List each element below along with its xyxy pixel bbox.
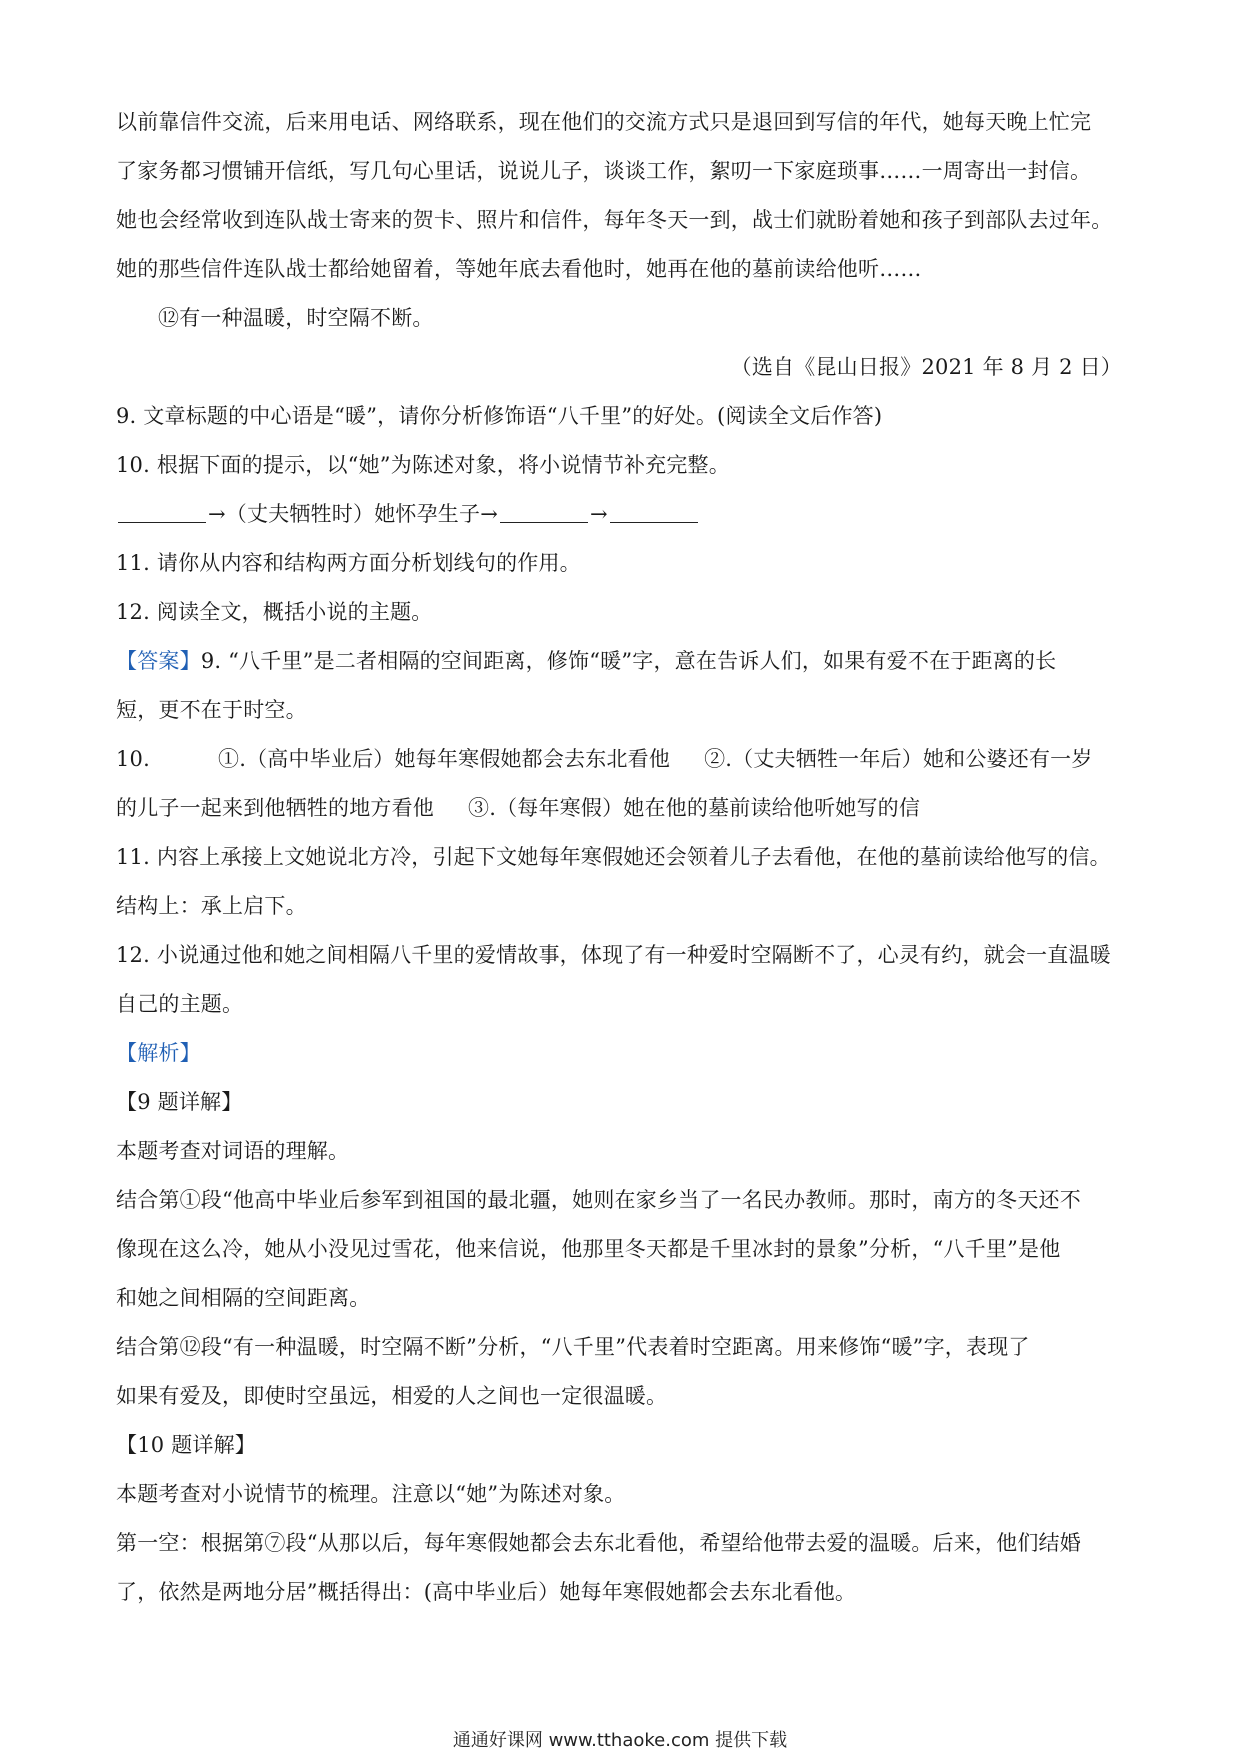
answer-11-line: 11. 内容上承接上文她说北方冷，引起下文她每年寒假她还会领着儿子去看他，在他的墓前读给他写的信。 [116,845,1111,869]
document-page [116,98,1128,1617]
passage-para-12: ⑫有一种温暖，时空隔不断。 [158,306,434,330]
analysis-text: 了，依然是两地分居”概括得出：(高中毕业后）她每年寒假她都会去东北看他。 [116,1580,857,1604]
answer-9-line2: 短，更不在于时空。 [116,698,307,722]
passage-line: 以前靠信件交流，后来用电话、网络联系，现在他们的交流方式只是退回到写信的年代，她每天晚上忙完 [116,110,1092,134]
analysis-heading-10: 【10 题详解】 [116,1433,256,1457]
analysis-text: 本题考查对小说情节的梳理。注意以“她”为陈述对象。 [116,1482,626,1506]
answer-10-part4: ③.（每年寒假）她在他的墓前读给他听她写的信 [468,796,921,820]
question-11: 11. 请你从内容和结构两方面分析划线句的作用。 [116,551,581,575]
answer-12-line: 12. 小说通过他和她之间相隔八千里的爱情故事，体现了有一种爱时空隔断不了，心灵有约，就会一直温暖 [116,943,1111,967]
analysis-text: 结合第①段“他高中毕业后参军到祖国的最北疆，她则在家乡当了一名民办教师。那时，南方的冬天还不 [116,1188,1081,1212]
answer-blank-3[interactable] [610,502,698,523]
answer-10-part3: 的儿子一起来到他牺牲的地方看他 [116,796,434,820]
answer-9-text: 9. “八千里”是二者相隔的空间距离，修饰“暖”字，意在告诉人们，如果有爱不在于距离的长 [200,649,1057,673]
chain-text-b: → [590,502,608,526]
passage-line: 了家务都习惯铺开信纸，写几句心里话，说说儿子，谈谈工作，絮叨一下家庭琐事……一周寄出一封信。 [116,159,1092,183]
answer-10-line2 [116,784,1128,833]
answer-10-part1: ①.（高中毕业后）她每年寒假她都会去东北看他 [218,747,671,771]
answer-10-part2: ②.（丈夫牺牲一年后）她和公婆还有一岁 [704,747,1093,771]
analysis-text: 如果有爱及，即使时空虽远，相爱的人之间也一定很温暖。 [116,1384,668,1408]
passage-line: 她也会经常收到连队战士寄来的贺卡、照片和信件，每年冬天一到，战士们就盼着她和孩子到部队去过年。 [116,208,1113,232]
analysis-heading-9: 【9 题详解】 [116,1090,243,1114]
analysis-text: 和她之间相隔的空间距离。 [116,1286,371,1310]
question-12: 12. 阅读全文，概括小说的主题。 [116,600,433,624]
answer-9-line [116,637,1128,686]
analysis-tag: 【解析】 [116,1041,201,1065]
answer-blank-1[interactable] [118,502,206,523]
answer-10-line [116,735,1128,784]
answer-12-line2: 自己的主题。 [116,992,244,1016]
answer-blank-2[interactable] [500,502,588,523]
question-10: 10. 根据下面的提示，以“她”为陈述对象，将小说情节补充完整。 [116,453,730,477]
answer-11-line2: 结构上：承上启下。 [116,894,307,918]
analysis-text: 第一空：根据第⑦段“从那以后，每年寒假她都会去东北看他，希望给他带去爱的温暖。后来，他们结婚 [116,1531,1081,1555]
page-footer: 通通好课网 www.tthaoke.com 提供下载 [452,1730,788,1751]
analysis-text: 结合第⑫段“有一种温暖，时空隔不断”分析，“八千里”代表着时空距离。用来修饰“暖”字，表现了 [116,1335,1030,1359]
passage-source: （选自《昆山日报》2021 年 8 月 2 日） [730,355,1122,379]
answer-tag: 【答案】 [116,649,201,673]
analysis-text: 像现在这么冷，她从小没见过雪花，他来信说，他那里冬天都是千里冰封的景象”分析，“八千里”是他 [116,1237,1061,1261]
passage-line: 她的那些信件连队战士都给她留着，等她年底去看他时，她再在他的墓前读给他听…… [116,257,922,281]
question-9: 9. 文章标题的中心语是“暖”，请你分析修饰语“八千里”的好处。(阅读全文后作答) [116,404,883,428]
analysis-text: 本题考查对词语的理解。 [116,1139,350,1163]
answer-10-number: 10. [116,747,150,771]
question-10-chain [116,490,1128,539]
chain-text-a: →（丈夫牺牲时）她怀孕生子→ [208,502,498,526]
